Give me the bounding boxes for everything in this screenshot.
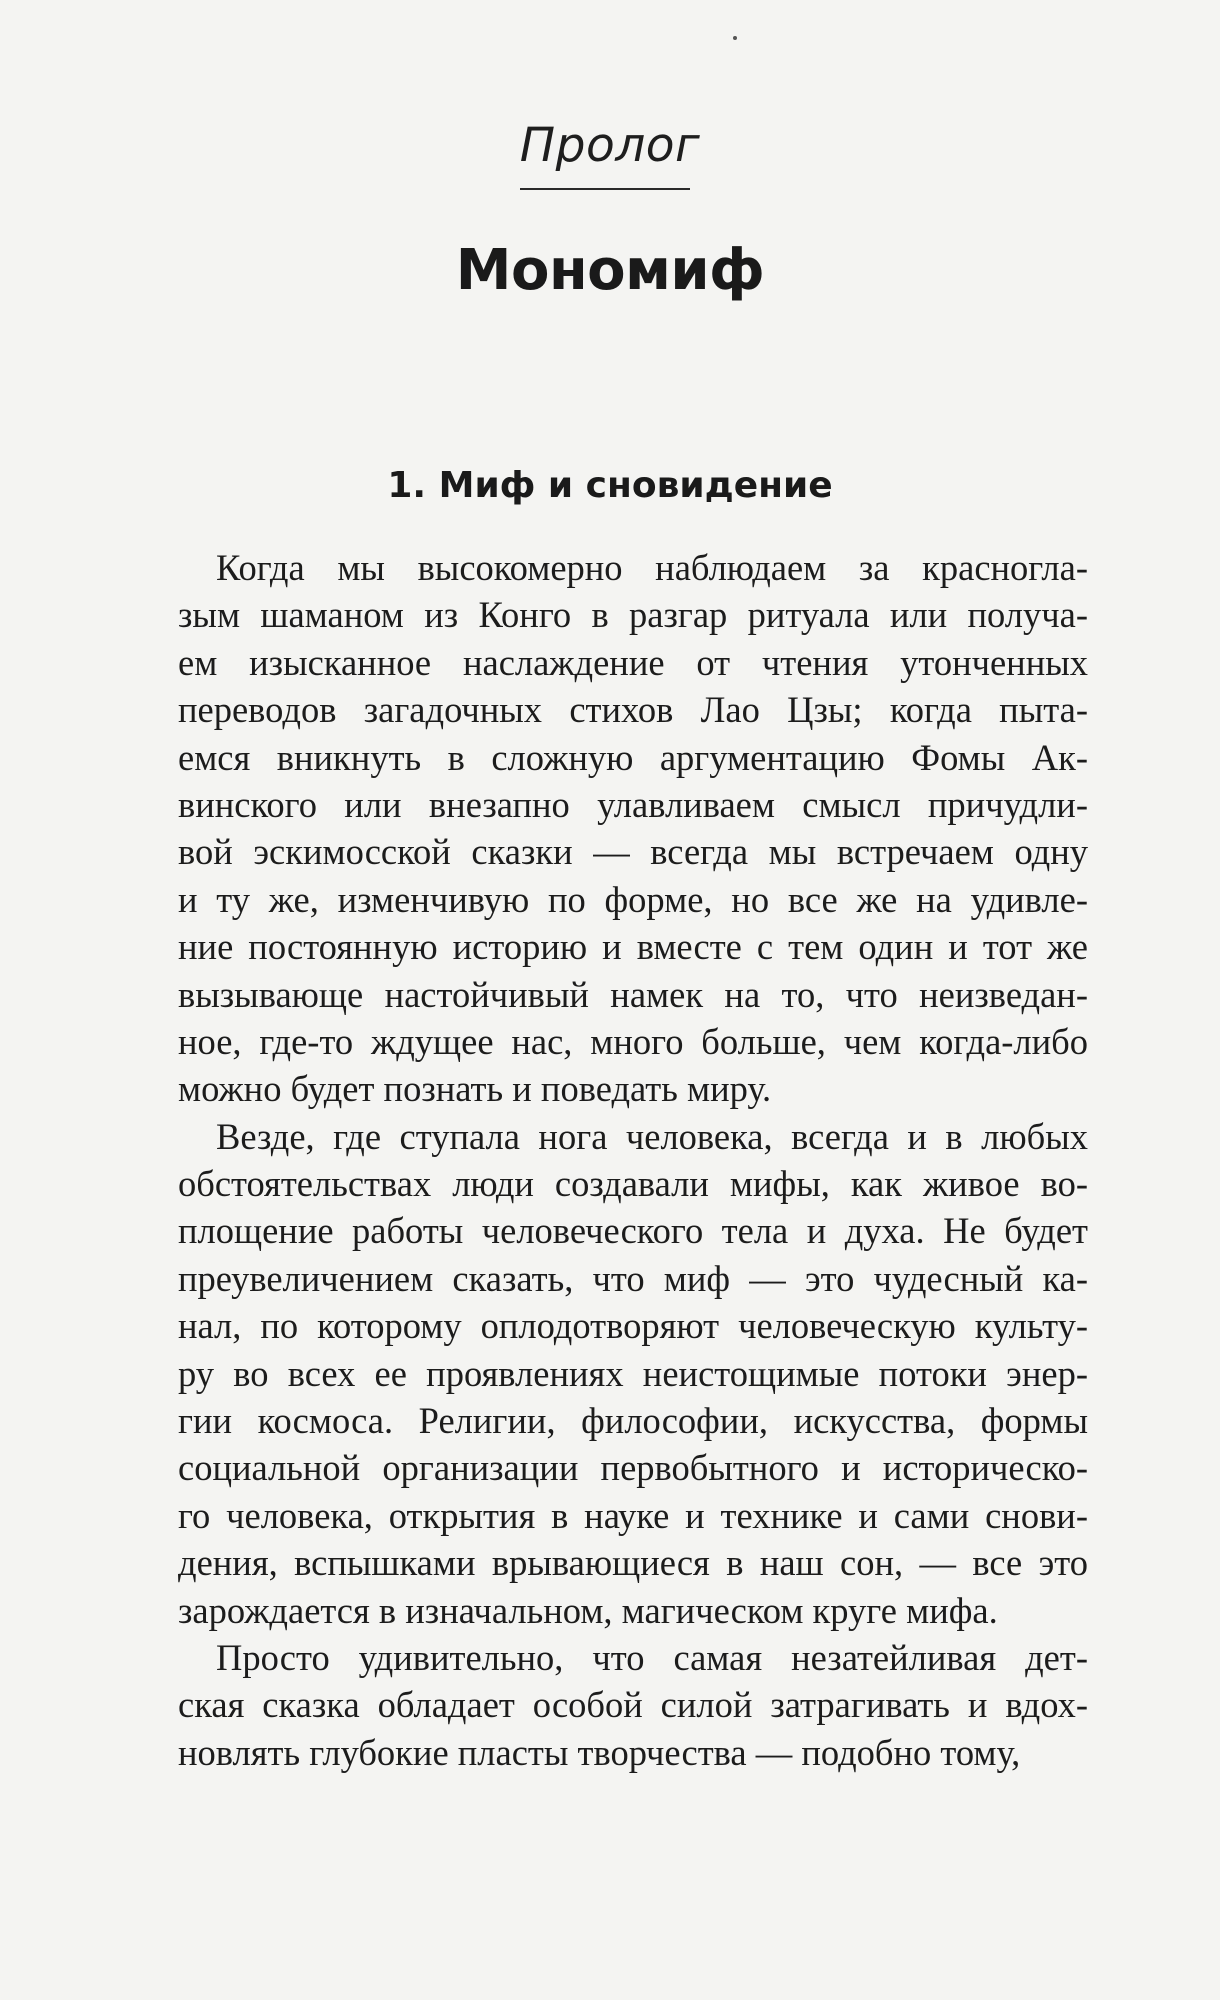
text-line: нал, по которому оплодотворяют человеческую культу- <box>178 1305 1088 1347</box>
text-line: площение работы человеческого тела и духа. Не будет <box>178 1210 1088 1252</box>
text-line: вызывающе настойчивый намек на то, что неизведан- <box>178 973 1088 1015</box>
text-line: гии космоса. Религии, философии, искусства, формы <box>178 1400 1088 1442</box>
paragraph <box>178 1634 1088 1776</box>
text-line: ние постоянную историю и вместе с тем один и тот же <box>178 926 1088 968</box>
text-line: Везде, где ступала нога человека, всегда и в любых <box>216 1115 1088 1157</box>
text-line: дения, вспышками врывающиеся в наш сон, — все это <box>178 1542 1088 1584</box>
text-line: переводов загадочных стихов Лао Цзы; когда пыта- <box>178 689 1088 731</box>
text-line: можно будет познать и поведать миру. <box>178 1068 772 1110</box>
text-line: ем изысканное наслаждение от чтения утонченных <box>178 641 1088 683</box>
section-underline <box>520 188 690 190</box>
subsection-title: 1. Миф и сновидение <box>387 465 833 506</box>
text-line: вой эскимосской сказки — всегда мы встречаем одну <box>178 831 1088 873</box>
chapter-title: Мономиф <box>455 238 765 303</box>
print-speck <box>733 36 737 40</box>
section-label: Пролог <box>519 118 701 173</box>
text-line: го человека, открытия в науке и технике и сами снови- <box>178 1494 1088 1536</box>
text-line: социальной организации первобытного и историческо- <box>178 1447 1088 1489</box>
text-line: новлять глубокие пласты творчества — подобно тому, <box>178 1731 1021 1773</box>
text-line: винского или внезапно улавливаем смысл причудли- <box>178 783 1088 825</box>
text-line: зарождается в изначальном, магическом круге мифа. <box>178 1589 998 1631</box>
text-line: зым шаманом из Конго в разгар ритуала или получа- <box>178 594 1088 636</box>
text-line: ру во всех ее проявлениях неистощимые потоки энер- <box>178 1352 1088 1394</box>
text-line: Когда мы высокомерно наблюдаем за красногла- <box>216 547 1088 588</box>
text-line: обстоятельствах люди создавали мифы, как живое во- <box>178 1163 1088 1205</box>
text-line: преувеличением сказать, что миф — это чудесный ка- <box>178 1257 1088 1299</box>
paragraph <box>178 544 1088 1113</box>
paragraph <box>178 1113 1088 1634</box>
text-line: Просто удивительно, что самая незатейливая дет- <box>216 1636 1088 1678</box>
text-line: ное, где-то ждущее нас, много больше, чем когда-либо <box>178 1020 1088 1062</box>
text-line: емся вникнуть в сложную аргументацию Фомы Ак- <box>178 736 1088 778</box>
body-text <box>178 544 1088 1776</box>
text-line: и ту же, изменчивую по форме, но все же на удивле- <box>178 878 1088 920</box>
text-line: ская сказка обладает особой силой затрагивать и вдох- <box>178 1684 1088 1726</box>
